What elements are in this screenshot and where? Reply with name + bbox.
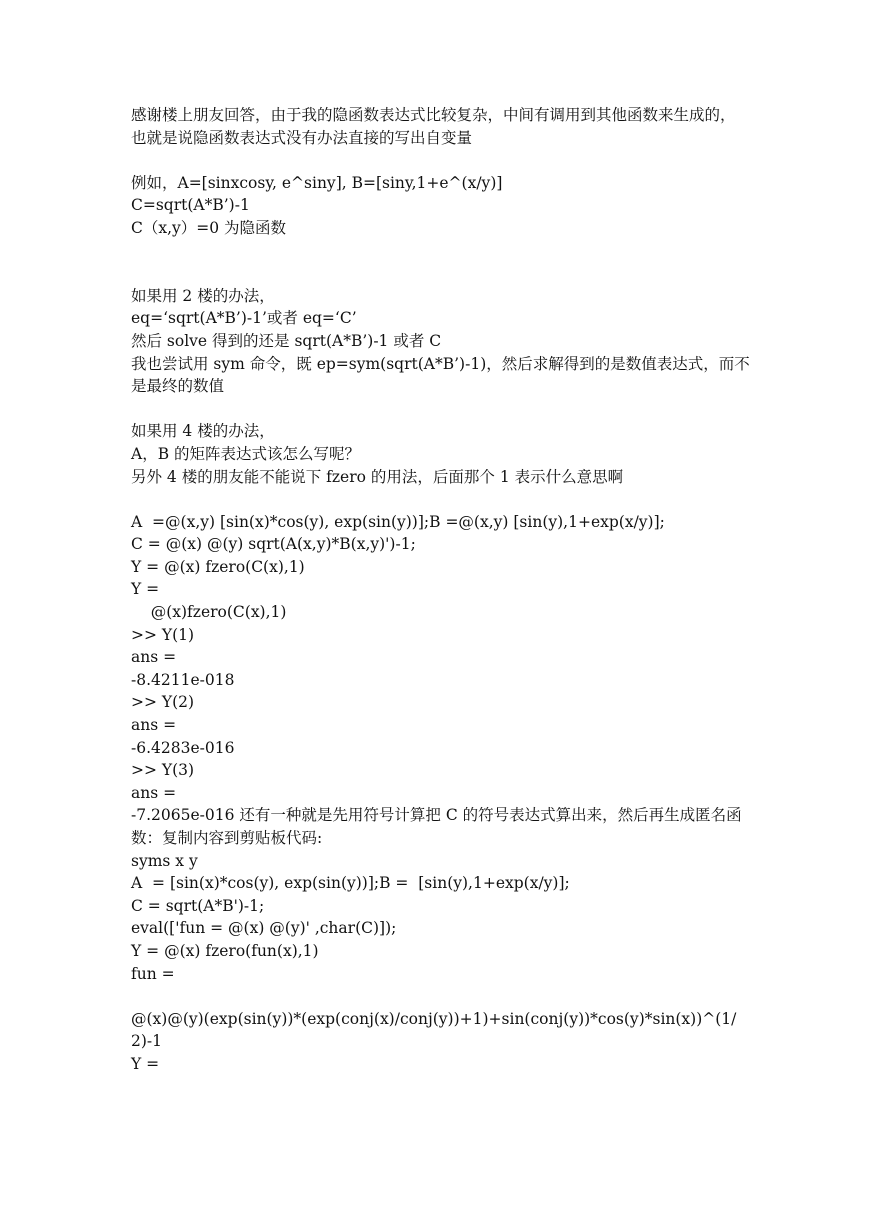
code2-line-6: fun =	[131, 964, 175, 983]
method4-paragraph	[131, 420, 751, 488]
code1-line-4: Y =	[131, 580, 160, 599]
code1-line-14: -7.2065e-016 还有一种就是先用符号计算把 C 的符号表达式算出来，然后再生成匿名函数：复制内容到剪贴板代码:	[131, 806, 742, 847]
method4-line-3: 另外 4 楼的朋友能不能说下 fzero 的用法，后面那个 1 表示什么意思啊	[131, 467, 624, 486]
code1-line-7: ans =	[131, 648, 177, 667]
code1-line-1: A =@(x,y) [sin(x)*cos(y), exp(sin(y))];B =@(x,y) [sin(y),1+exp(x/y)];	[131, 512, 665, 531]
code1-line-5: @(x)fzero(C(x),1)	[131, 603, 287, 622]
method4-line-2: A，B 的矩阵表达式该怎么写呢？	[131, 444, 361, 463]
code2-line-1: syms x y	[131, 851, 198, 870]
code1-line-6: >> Y(1)	[131, 625, 195, 644]
example-line-2: C=sqrt(A*B’)-1	[131, 196, 250, 215]
example-line-1: 例如，A=[sinxcosy, e^siny], B=[siny,1+e^(x/y)]	[131, 173, 503, 192]
example-line-3: C（x,y）=0 为隐函数	[131, 218, 287, 237]
method2-line-2: eq=‘sqrt(A*B’)-1’或者 eq=‘C’	[131, 309, 357, 328]
intro-line-1: 感谢楼上朋友回答，由于我的隐函数表达式比较复杂，中间有调用到其他函数来生成的，	[131, 106, 736, 124]
document-body	[131, 104, 751, 1076]
code1-line-9: >> Y(2)	[131, 693, 195, 712]
intro-paragraph	[131, 104, 751, 149]
code1-line-8: -8.4211e-018	[131, 670, 235, 689]
code2-line-5: Y = @(x) fzero(fun(x),1)	[131, 941, 319, 960]
code2-line-7: @(x)@(y)(exp(sin(y))*(exp(conj(x)/conj(y))+1)+sin(conj(y))*cos(y)*sin(x))^(1/2)-1	[131, 1009, 737, 1051]
code1-line-3: Y = @(x) fzero(C(x),1)	[131, 557, 305, 576]
method2-line-4: 我也尝试用 sym 命令，既 ep=sym(sqrt(A*B’)-1)，然后求解得到的是数值表达式，而不是最终的数值	[131, 354, 750, 396]
code2-line-4: eval(['fun = @(x) @(y)' ,char(C)]);	[131, 919, 397, 938]
code-block-2	[131, 850, 751, 1076]
code1-line-13: ans =	[131, 783, 177, 802]
code-block-1	[131, 511, 751, 850]
code2-line-3: C = sqrt(A*B')-1;	[131, 896, 265, 915]
method2-line-3: 然后 solve 得到的还是 sqrt(A*B’)-1 或者 C	[131, 331, 442, 350]
method2-paragraph	[131, 285, 751, 398]
method2-line-1: 如果用 2 楼的办法，	[131, 286, 275, 305]
code1-line-2: C = @(x) @(y) sqrt(A(x,y)*B(x,y)')-1;	[131, 535, 416, 554]
code2-line-8: Y =	[131, 1054, 160, 1073]
example-paragraph	[131, 172, 751, 240]
code2-line-2: A = [sin(x)*cos(y), exp(sin(y))];B = [sin(y),1+exp(x/y)];	[131, 874, 570, 893]
method4-line-1: 如果用 4 楼的办法，	[131, 422, 275, 441]
code1-line-12: >> Y(3)	[131, 761, 195, 780]
intro-line-2: 也就是说隐函数表达式没有办法直接的写出自变量	[131, 128, 473, 147]
code1-line-11: -6.4283e-016	[131, 738, 235, 757]
code1-line-10: ans =	[131, 716, 177, 735]
